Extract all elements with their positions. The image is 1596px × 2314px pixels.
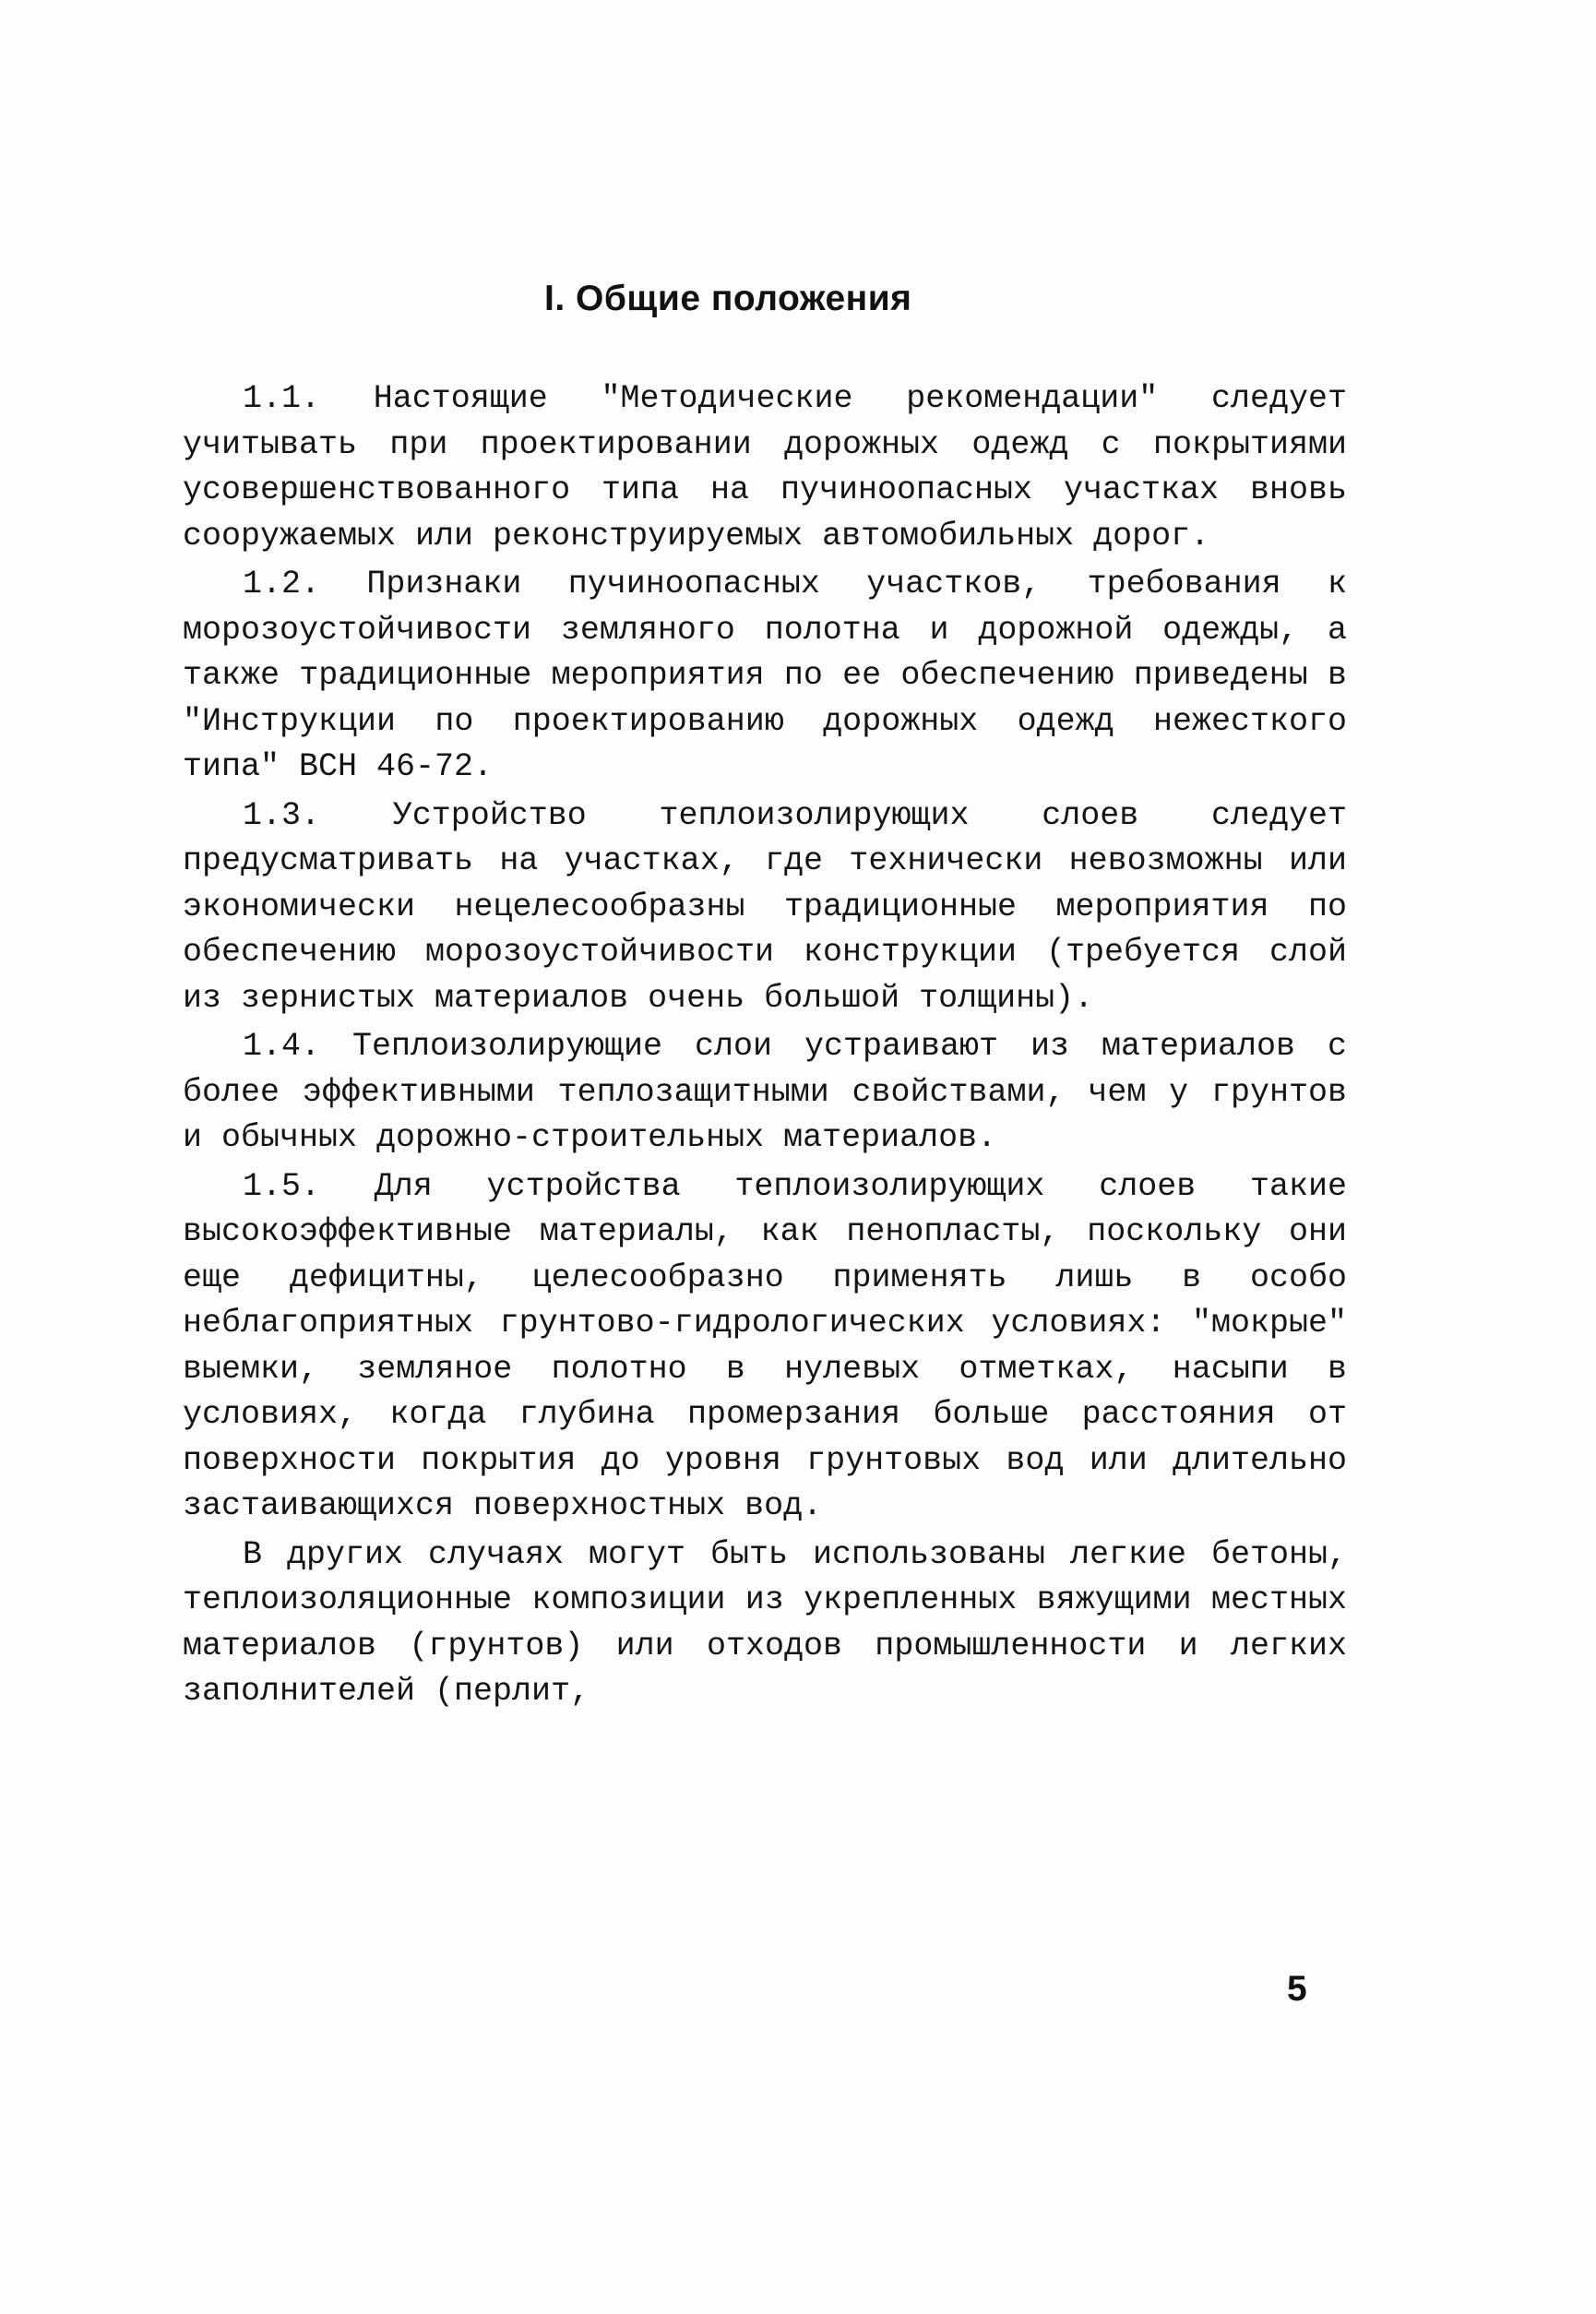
paragraph-continuation: В других случаях могут быть использованы легкие бетоны, теплоизоляционные композиции из укрепленных вяжущими местных материалов (грунтов) или отходов промышленности и легких заполнителей (перлит, xyxy=(183,1535,1347,1710)
page-number: 5 xyxy=(1287,1969,1307,2009)
paragraph-1-4: 1.4. Теплоизолирующие слои устраивают из материалов с более эффективными теплозащитными свойствами, чем у грунтов и обычных дорожно-строительных материалов. xyxy=(183,1028,1347,1156)
paragraph-1-5: 1.5. Для устройства теплоизолирующих слоев такие высокоэффективные материалы, как пенопласты, поскольку они еще дефицитны, целесообразно применять лишь в особо неблагоприятных грунтово-гидрологических условиях: "мокрые" выемки, земляное полотно в нулевых отметках, насыпи в условиях, когда глубина промерзания больше расстояния от поверхности покрытия до уровня грунтовых вод или длительно застаивающихся поверхностных вод. xyxy=(183,1167,1347,1524)
paragraph-1-2: 1.2. Признаки пучиноопасных участков, требования к морозоустойчивости земляного полотна и дорожной одежды, а также традиционные мероприятия по ее обеспечению приведены в "Инструкции по проектированию дорожных одежд нежесткого типа" ВСН 46-72. xyxy=(183,566,1347,785)
paragraph-1-3: 1.3. Устройство теплоизолирующих слоев следует предусматривать на участках, где технически невозможны или экономически нецелесообразны традиционные мероприятия по обеспечению морозоустойчивости конструкции (требуется слой из зернистых материалов очень большой толщины). xyxy=(183,796,1347,1017)
paragraph-1-1: 1.1. Настоящие "Методические рекомендации" следует учитывать при проектировании дорожных одежд с покрытиями усовершенствованного типа на пучиноопасных участках вновь сооружаемых или реконструируемых автомобильных дорог. xyxy=(183,380,1347,555)
section-title: I. Общие положения xyxy=(544,279,912,318)
body-text xyxy=(183,376,1347,1715)
